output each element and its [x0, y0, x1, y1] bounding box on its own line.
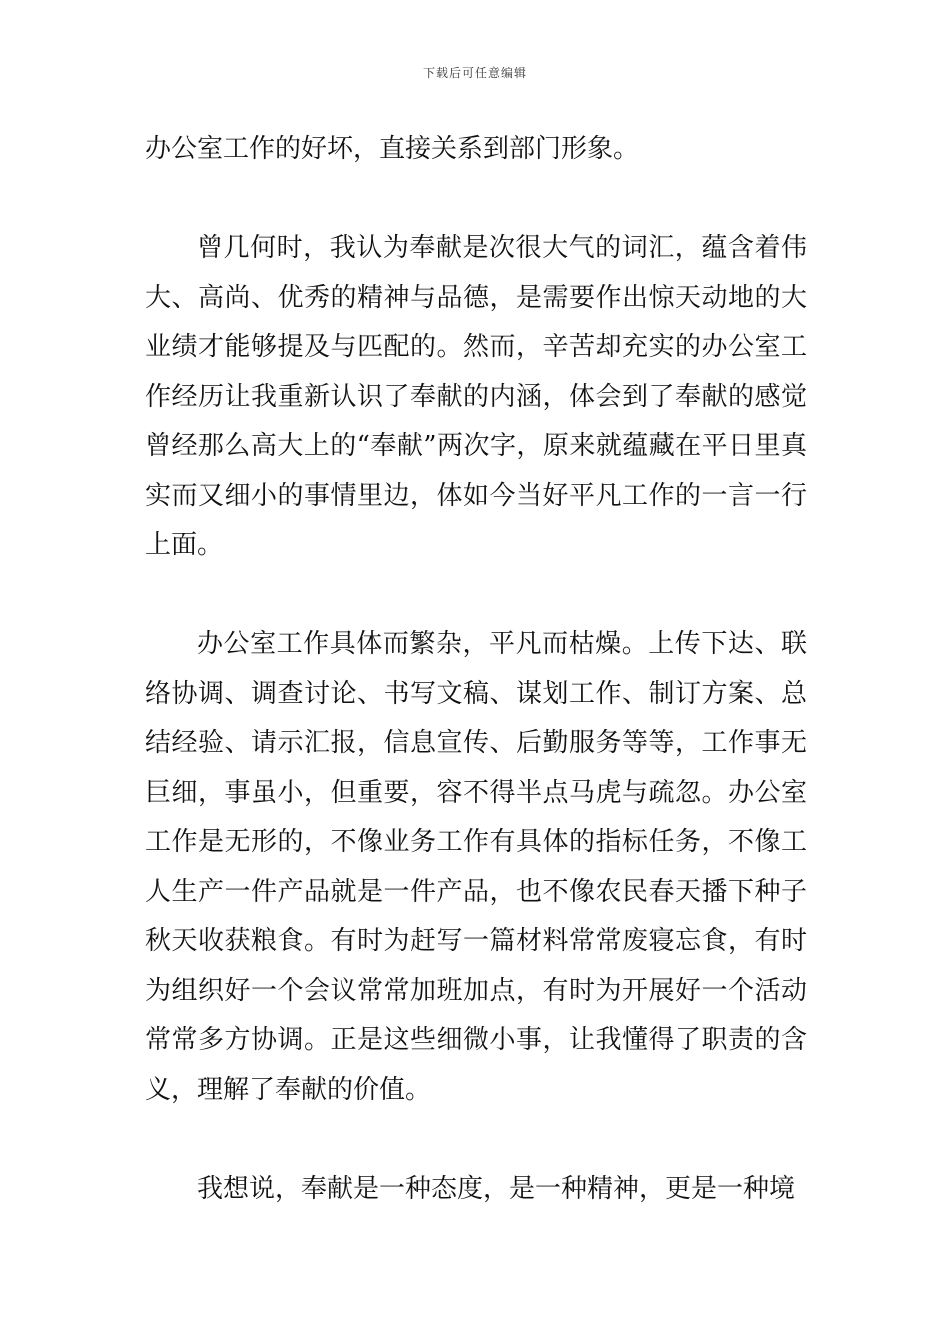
paragraph-3: 办公室工作具体而繁杂，平凡而枯燥。上传下达、联络协调、调查讨论、书写文稿、谋划工作、制订方案、总结经验、请示汇报，信息宣传、后勤服务等等，工作事无巨细，事虽小，但重要，容不得半点马虎与疏忽。办公室工作是无形的，不像业务工作有具体的指标任务，不像工人生产一件产品就是一件产品，也不像农民春天播下种子秋天收获粮食。有时为赶写一篇材料常常废寝忘食，有时为组织好一个会议常常加班加点，有时为开展好一个活动常常多方协调。正是这些细微小事，让我懂得了职责的含义，理解了奉献的价值。 — [145, 629, 807, 1105]
paragraph-1: 办公室工作的好坏，直接关系到部门形象。 — [145, 134, 640, 164]
paragraph-2: 曾几何时，我认为奉献是次很大气的词汇，蕴含着伟大、高尚、优秀的精神与品德，是需要作出惊天动地的大业绩才能够提及与匹配的。然而，辛苦却充实的办公室工作经历让我重新认识了奉献的内涵，体会到了奉献的感觉曾经那么高大上的“奉献”两次字，原来就蕴藏在平日里真实而又细小的事情里边，体如今当好平凡工作的一言一行上面。 — [145, 233, 807, 560]
paragraph-4: 我想说，奉献是一种态度，是一种精神，更是一种境 — [197, 1173, 796, 1204]
paragraph-gap — [145, 1115, 807, 1165]
paragraph-gap — [145, 571, 807, 621]
paragraph-gap — [145, 175, 807, 225]
page-header: 下载后可任意编辑 — [422, 66, 527, 80]
document-body — [145, 125, 807, 1214]
